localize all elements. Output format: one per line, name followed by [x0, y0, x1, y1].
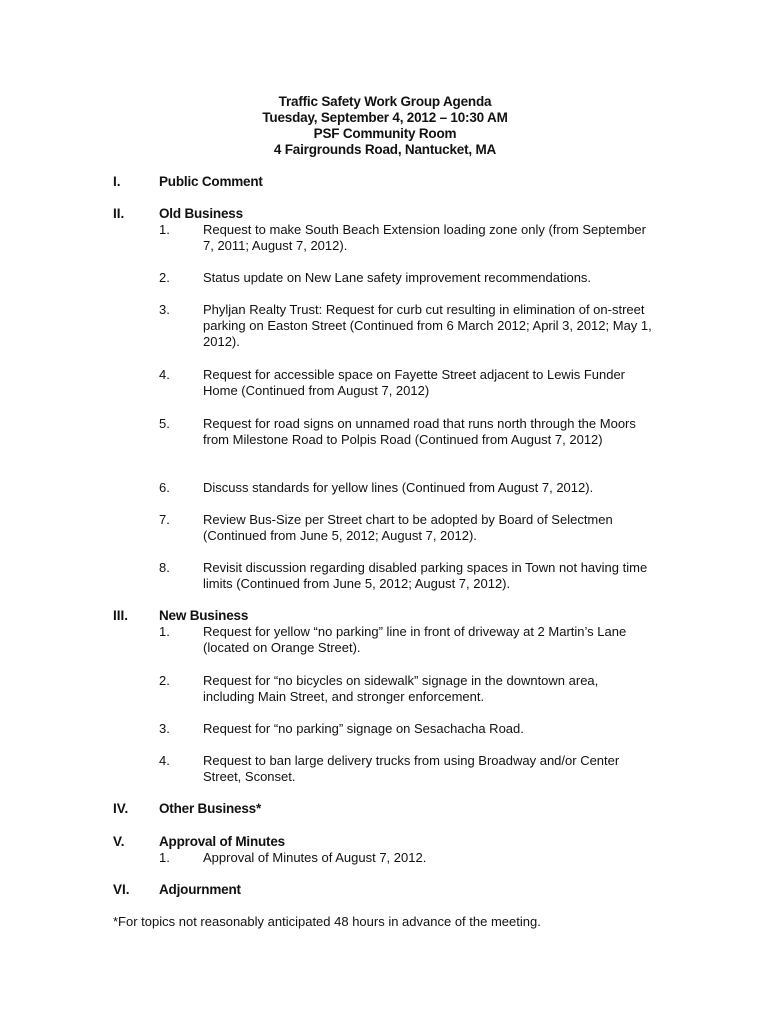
agenda-title: Traffic Safety Work Group Agenda [278, 94, 492, 109]
item-number: 8. [159, 560, 170, 575]
item-number: 2. [159, 673, 170, 688]
section-numeral: IV. [113, 801, 129, 816]
item-text: Discuss standards for yellow lines (Continued from August 7, 2012). [203, 480, 594, 495]
item-text: Request for road signs on unnamed road that runs north through the Moors from Milestone Road to Polpis Road (Continued from August 7, 2012) [203, 416, 636, 447]
footnote: *For topics not reasonably anticipated 48 hours in advance of the meeting. [113, 914, 541, 929]
section-title: Adjournment [159, 882, 241, 897]
item-text: Request to make South Beach Extension loading zone only (from September 7, 2011; August 7, 2012). [203, 222, 646, 253]
item-text: Request to ban large delivery trucks from using Broadway and/or Center Street, Sconset. [203, 753, 620, 784]
section-title: Other Business* [159, 801, 262, 816]
item-number: 6. [159, 480, 170, 495]
meeting-address: 4 Fairgrounds Road, Nantucket, MA [273, 142, 497, 157]
item-text: Status update on New Lane safety improvement recommendations. [203, 270, 592, 285]
item-text: Request for “no parking” signage on Sesachacha Road. [203, 721, 524, 736]
item-text: Request for “no bicycles on sidewalk” signage in the downtown area, including Main Street, and stronger enforcement. [203, 673, 599, 704]
item-text: Revisit discussion regarding disabled parking spaces in Town not having time limits (Continued from June 5, 2012; August 7, 2012). [203, 560, 648, 591]
section-numeral: II. [113, 206, 125, 221]
item-number: 1. [159, 222, 170, 237]
section-numeral: V. [113, 834, 125, 849]
section-numeral: I. [113, 174, 121, 189]
section-title: Approval of Minutes [159, 834, 285, 849]
item-number: 1. [159, 624, 170, 639]
item-number: 4. [159, 367, 170, 382]
section-title: New Business [159, 608, 249, 623]
meeting-room: PSF Community Room [313, 126, 457, 141]
section-title: Old Business [159, 206, 243, 221]
item-text: Phyljan Realty Trust: Request for curb cut resulting in elimination of on-street parking on Easton Street (Continued from 6 March 2012; April 3, 2012; May 1, 2012). [203, 302, 652, 349]
item-number: 3. [159, 721, 170, 736]
meeting-datetime: Tuesday, September 4, 2012 – 10:30 AM [262, 110, 508, 125]
agenda-header [0, 94, 770, 158]
item-number: 2. [159, 270, 170, 285]
item-number: 7. [159, 512, 170, 527]
item-text: Request for yellow “no parking” line in front of driveway at 2 Martin’s Lane (located on Orange Street). [203, 624, 627, 655]
item-number: 3. [159, 302, 170, 317]
section-title: Public Comment [159, 174, 263, 189]
section-numeral: III. [113, 608, 129, 623]
item-number: 4. [159, 753, 170, 768]
section-numeral: VI. [113, 882, 130, 897]
item-text: Review Bus-Size per Street chart to be adopted by Board of Selectmen (Continued from June 5, 2012; August 7, 2012). [203, 512, 613, 543]
item-number: 5. [159, 416, 170, 431]
item-number: 1. [159, 850, 170, 865]
item-text: Request for accessible space on Fayette Street adjacent to Lewis Funder Home (Continued from August 7, 2012) [203, 367, 626, 398]
item-text: Approval of Minutes of August 7, 2012. [203, 850, 427, 865]
